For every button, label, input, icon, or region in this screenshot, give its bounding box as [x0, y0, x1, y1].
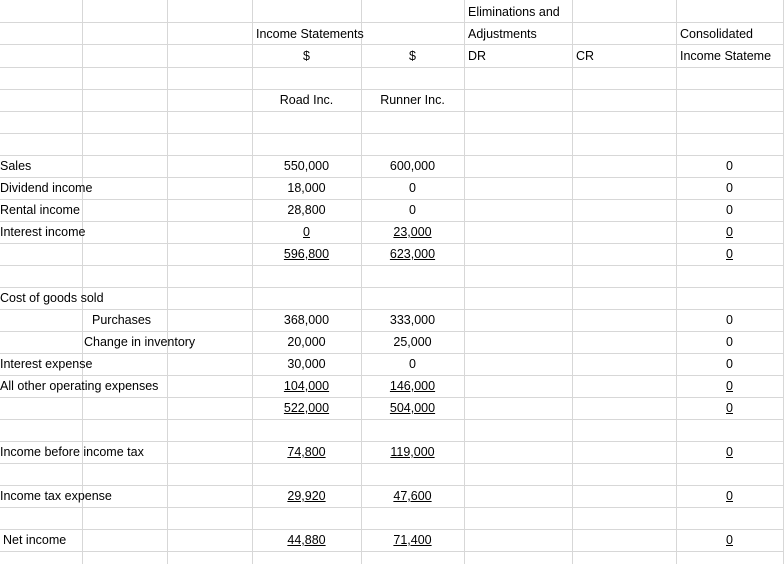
road-income-before-tax[interactable]: 74,800: [287, 445, 326, 459]
gridline: [464, 0, 465, 564]
road-interest-expense[interactable]: 30,000: [287, 357, 326, 371]
row-label-dividend-income[interactable]: Dividend income: [0, 181, 93, 195]
runner-net-income[interactable]: 71,400: [393, 533, 432, 547]
consolidated-rental-income[interactable]: 0: [726, 203, 733, 217]
row-label-net-income[interactable]: Net income: [3, 533, 67, 547]
income-statements-header[interactable]: Income Statements: [256, 27, 364, 41]
row-label-income-before-tax[interactable]: Income before income tax: [0, 445, 144, 459]
runner-change-in-inventory[interactable]: 25,000: [393, 335, 432, 349]
consolidated-change-in-inventory[interactable]: 0: [726, 335, 733, 349]
road-other-operating-expenses[interactable]: 104,000: [283, 379, 330, 393]
gridline: [0, 133, 784, 134]
gridline: [0, 419, 784, 420]
road-interest-income[interactable]: 0: [303, 225, 310, 239]
eliminations-header[interactable]: Eliminations and: [468, 5, 560, 19]
runner-currency[interactable]: $: [409, 49, 416, 63]
runner-rental-income[interactable]: 0: [409, 203, 416, 217]
gridline: [0, 265, 784, 266]
consolidated-purchases[interactable]: 0: [726, 313, 733, 327]
road-purchases[interactable]: 368,000: [283, 313, 330, 327]
adjustments-header[interactable]: Adjustments: [468, 27, 537, 41]
gridline: [361, 0, 362, 564]
consolidated-header[interactable]: Consolidated: [680, 27, 753, 41]
dr-header[interactable]: DR: [468, 49, 487, 63]
cr-header[interactable]: CR: [576, 49, 595, 63]
road-sales[interactable]: 550,000: [283, 159, 330, 173]
row-label-cost-of-goods-sold[interactable]: Cost of goods sold: [0, 291, 104, 305]
runner-interest-expense[interactable]: 0: [409, 357, 416, 371]
gridline: [82, 0, 83, 564]
runner-purchases[interactable]: 333,000: [389, 313, 436, 327]
row-label-interest-income[interactable]: Interest income: [0, 225, 86, 239]
consolidated-other-operating-expenses[interactable]: 0: [726, 379, 733, 393]
gridline: [252, 0, 253, 564]
consolidated-net-income[interactable]: 0: [726, 533, 733, 547]
road-company-header[interactable]: Road Inc.: [279, 93, 334, 107]
runner-revenue-total[interactable]: 623,000: [389, 247, 436, 261]
road-expense-total[interactable]: 522,000: [283, 401, 330, 415]
row-label-change-in-inventory[interactable]: Change in inventory: [84, 335, 196, 349]
road-revenue-total[interactable]: 596,800: [283, 247, 330, 261]
runner-income-before-tax[interactable]: 119,000: [390, 445, 435, 459]
road-net-income[interactable]: 44,880: [287, 533, 326, 547]
gridline: [0, 111, 784, 112]
consolidated-subheader[interactable]: Income Stateme: [680, 49, 772, 63]
runner-income-tax-expense[interactable]: 47,600: [393, 489, 432, 503]
consolidated-dividend-income[interactable]: 0: [726, 181, 733, 195]
gridline: [0, 551, 784, 552]
runner-other-operating-expenses[interactable]: 146,000: [389, 379, 436, 393]
consolidated-expense-total[interactable]: 0: [726, 401, 733, 415]
runner-expense-total[interactable]: 504,000: [389, 401, 436, 415]
consolidated-income-tax-expense[interactable]: 0: [726, 489, 733, 503]
consolidated-sales[interactable]: 0: [726, 159, 733, 173]
road-change-in-inventory[interactable]: 20,000: [287, 335, 326, 349]
runner-sales[interactable]: 600,000: [389, 159, 436, 173]
row-label-rental-income[interactable]: Rental income: [0, 203, 80, 217]
runner-dividend-income[interactable]: 0: [409, 181, 416, 195]
gridline: [0, 463, 784, 464]
gridline: [572, 0, 573, 564]
road-dividend-income[interactable]: 18,000: [287, 181, 326, 195]
gridline: [167, 0, 168, 564]
gridline: [0, 67, 784, 68]
road-income-tax-expense[interactable]: 29,920: [287, 489, 326, 503]
row-label-interest-expense[interactable]: Interest expense: [0, 357, 93, 371]
row-label-other-operating-expenses[interactable]: All other operating expenses: [0, 379, 159, 393]
row-label-purchases[interactable]: Purchases: [92, 313, 152, 327]
row-label-sales[interactable]: Sales: [0, 159, 32, 173]
row-label-income-tax-expense[interactable]: Income tax expense: [0, 489, 112, 503]
consolidated-income-before-tax[interactable]: 0: [726, 445, 733, 459]
gridline: [0, 507, 784, 508]
road-currency[interactable]: $: [303, 49, 310, 63]
consolidated-revenue-total[interactable]: 0: [726, 247, 733, 261]
consolidated-interest-expense[interactable]: 0: [726, 357, 733, 371]
runner-company-header[interactable]: Runner Inc.: [380, 93, 445, 107]
runner-interest-income[interactable]: 23,000: [393, 225, 432, 239]
gridline: [676, 0, 677, 564]
road-rental-income[interactable]: 28,800: [287, 203, 326, 217]
consolidated-interest-income[interactable]: 0: [726, 225, 733, 239]
